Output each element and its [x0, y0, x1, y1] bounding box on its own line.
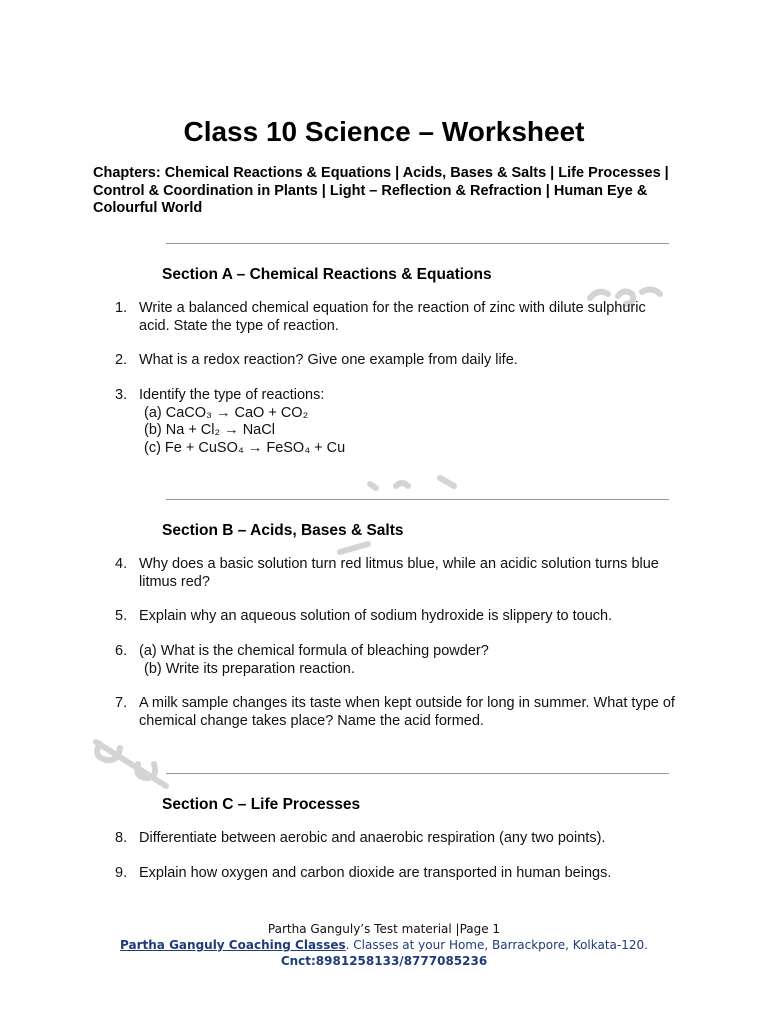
question-8 [115, 830, 675, 848]
chapters-list: Chapters: Chemical Reactions & Equations | Acids, Bases & Salts | Life Processes | Control & Coordination in Plants | Light – Reflection & Refraction | Human Eye & Colourful World [93, 165, 669, 216]
question-text: Identify the type of reactions: [139, 387, 325, 403]
question-4 [115, 556, 675, 591]
question-text: What is a redox reaction? Give one example from daily life. [139, 352, 518, 368]
footer-coaching-line [0, 938, 768, 952]
question-text: Explain why an aqueous solution of sodium hydroxide is slippery to touch. [139, 608, 613, 624]
footer-contact: Cnct:8981258133/8777085236 [280, 954, 488, 968]
footer [0, 922, 768, 968]
question-2 [115, 352, 675, 370]
question-number: 7. [115, 695, 128, 711]
question-7 [115, 695, 675, 730]
question-number: 6. [115, 643, 128, 659]
reaction-c: (c) Fe + CuSO₄ → FeSO₄ + Cu [144, 439, 346, 456]
question-text: Write a balanced chemical equation for the reaction of zinc with dilute sulphuric acid. State the type of reaction. [139, 300, 646, 334]
divider [166, 773, 669, 774]
section-c-title: Section C – Life Processes [162, 796, 361, 813]
question-number: 9. [115, 865, 128, 881]
worksheet-title: Class 10 Science – Worksheet [183, 116, 585, 147]
question-text: Differentiate between aerobic and anaerobic respiration (any two points). [139, 830, 606, 846]
question-5 [115, 608, 675, 626]
question-9 [115, 865, 675, 883]
question-number: 4. [115, 556, 128, 572]
question-number: 1. [115, 300, 128, 316]
question-text: Explain how oxygen and carbon dioxide are transported in human beings. [139, 865, 612, 881]
divider [166, 499, 669, 500]
reaction-b: (b) Na + Cl₂ → NaCl [144, 422, 275, 438]
question-number: 8. [115, 830, 128, 846]
section-b-title: Section B – Acids, Bases & Salts [162, 522, 404, 539]
section-a-title: Section A – Chemical Reactions & Equations [162, 266, 492, 283]
question-6 [115, 643, 675, 678]
question-number: 2. [115, 352, 128, 368]
footer-page-label: Partha Ganguly’s Test material |Page 1 [267, 922, 501, 936]
reaction-a: (a) CaCO₃ → CaO + CO₂ [144, 404, 309, 421]
coaching-classes-link[interactable]: Partha Ganguly Coaching Classes [120, 938, 346, 952]
footer-address: . Classes at your Home, Barrackpore, Kolkata-120. [345, 938, 648, 952]
question-3 [115, 387, 675, 457]
question-part-a: (a) What is the chemical formula of bleaching powder? [139, 643, 489, 659]
question-1 [115, 300, 675, 335]
question-number: 3. [115, 387, 128, 403]
divider [166, 243, 669, 244]
question-text: Why does a basic solution turn red litmus blue, while an acidic solution turns blue litmus red? [139, 556, 659, 590]
question-text: A milk sample changes its taste when kept outside for long in summer. What type of chemical change takes place? Name the acid formed. [139, 695, 675, 729]
question-number: 5. [115, 608, 128, 624]
question-part-b: (b) Write its preparation reaction. [144, 660, 355, 677]
